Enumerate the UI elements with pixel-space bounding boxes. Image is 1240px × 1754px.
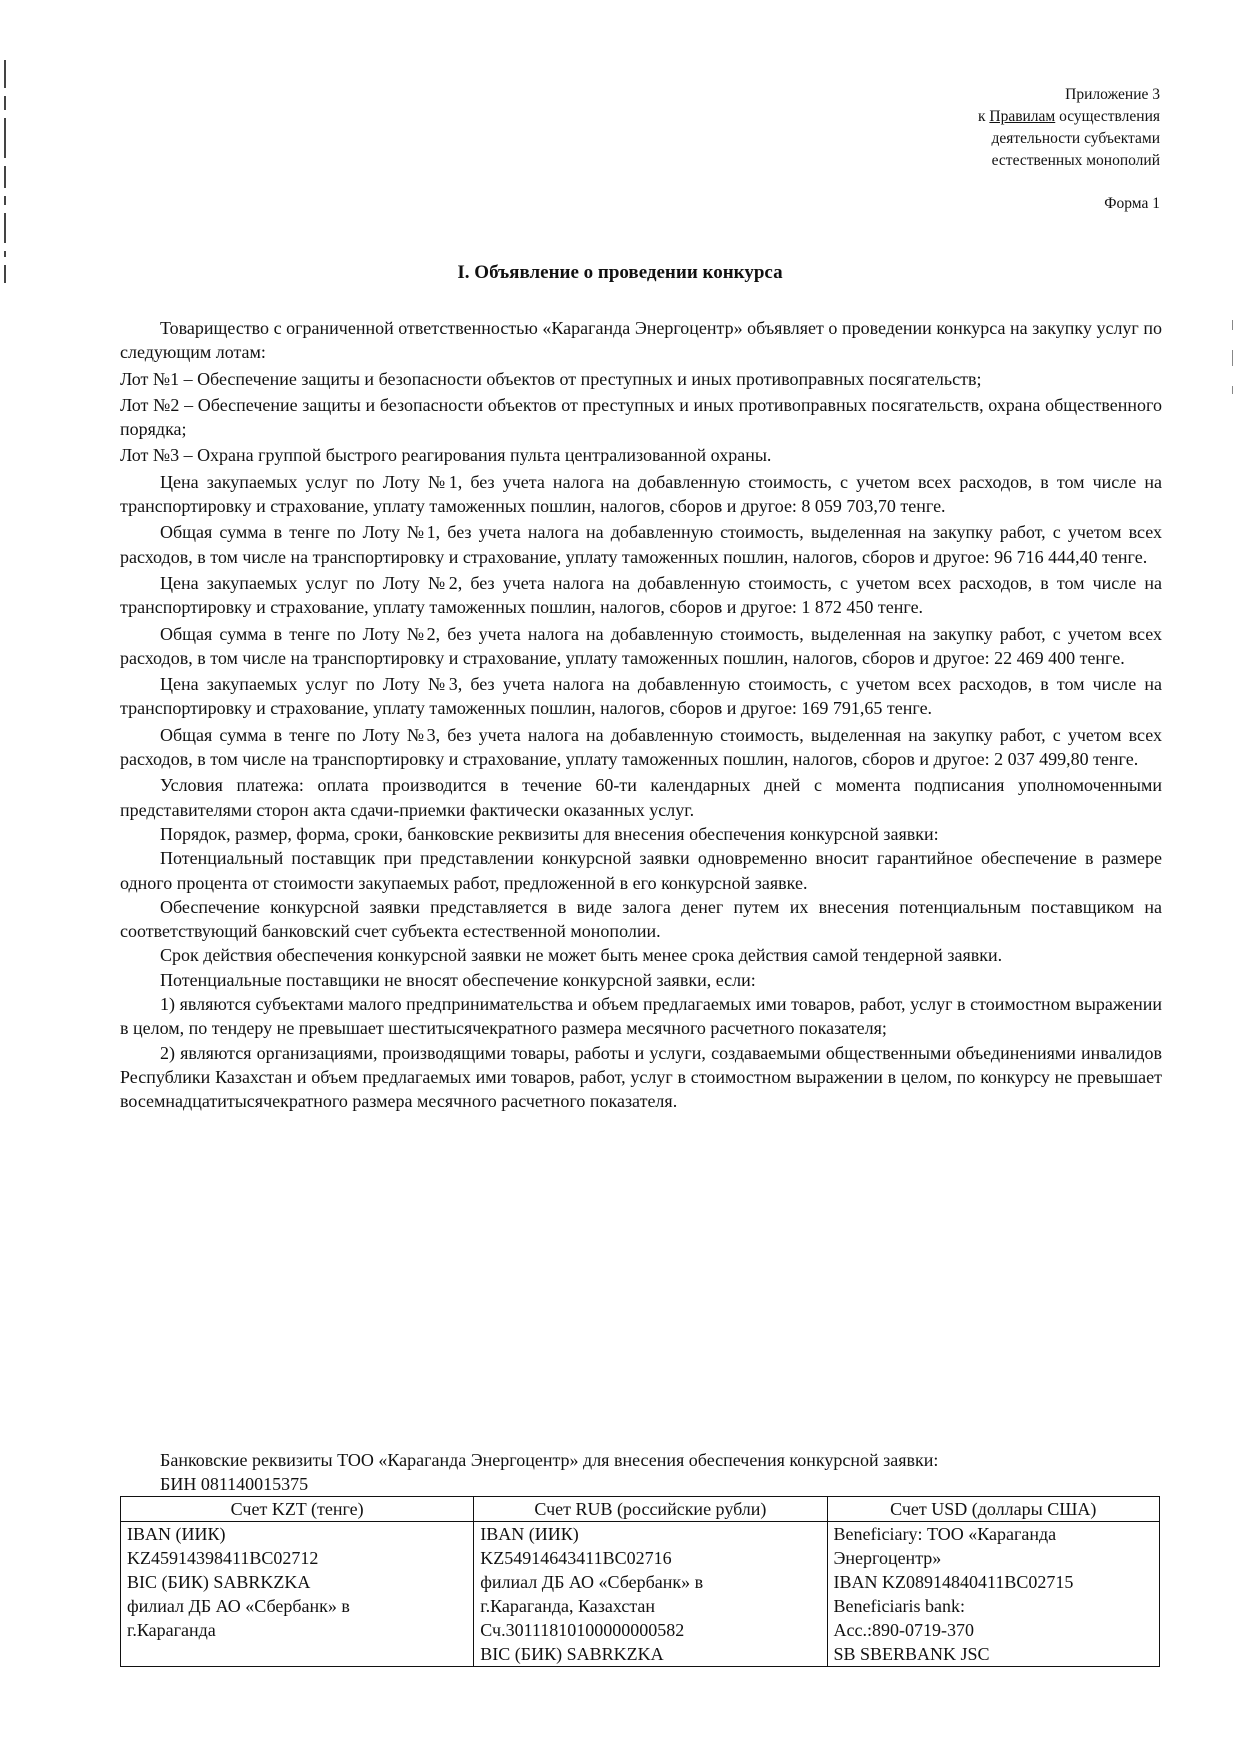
bin-number: БИН 081140015375 (160, 1474, 309, 1494)
form-label: Форма 1 (1104, 195, 1160, 212)
scan-right-marks (1232, 320, 1234, 440)
header-rub: Счет RUB (российские рубли) (474, 1497, 827, 1522)
lot-3-price: Цена закупаемых услуг по Лоту №3, без учета налога на добавленную стоимость, с учетом всех расходов, в том числе на транспортировку и страхование, уплату таможенных пошлин, налогов, сборов и другое: 169 791,65 тенге. (120, 674, 1162, 719)
cell-rub: IBAN (ИИК) KZ54914643411BC02716 филиал ДБ АО «Сбербанк» в г.Караганда, Казахстан Сч.30111810100000000582 BIC (БИК) SABRKZKA (474, 1522, 827, 1667)
security-procedure: Порядок, размер, форма, сроки, банковские реквизиты для внесения обеспечения конкурсной заявки: (160, 823, 939, 844)
bank-accounts-table (120, 1496, 1160, 1667)
table-header-row (121, 1497, 1160, 1522)
appendix-rules-line: к Правилам осуществления (977, 108, 1160, 125)
appendix-header (978, 84, 1160, 172)
bank-details-heading (160, 1448, 938, 1496)
lot-2: Лот №2 – Обеспечение защиты и безопасности объектов от преступных и иных противоправных посягательств, охрана общественного порядка; (120, 394, 1162, 440)
bank-details-title: Банковские реквизиты ТОО «Караганда Энергоцентр» для внесения обеспечения конкурсной заявки: (160, 1450, 939, 1470)
paragraph-intro: Товарищество с ограниченной ответственностью «Караганда Энергоцентр» объявляет о проведении конкурса на закупку услуг по следующим лотам: (120, 318, 1162, 363)
cell-kzt: IBAN (ИИК) KZ45914398411BC02712 BIC (БИК) SABRKZKA филиал ДБ АО «Сбербанк» в г.Караганда (121, 1522, 474, 1667)
header-usd: Счет USD (доллары США) (827, 1497, 1160, 1522)
header-kzt: Счет KZT (тенге) (121, 1497, 474, 1522)
document-title: I. Объявление о проведении конкурса (457, 262, 783, 283)
security-guarantee: Потенциальный поставщик при представлении конкурсной заявки одновременно вносит гарантийное обеспечение в размере одного процента от стоимости закупаемых работ, предложенной в его конкурсной заявке. (120, 848, 1162, 893)
payment-terms: Условия платежа: оплата производится в течение 60-ти календарных дней с момента подписания уполномоченными представителями сторон акта сдачи-приемки фактически оказанных услуг. (120, 775, 1162, 820)
lot-1-price: Цена закупаемых услуг по Лоту №1, без учета налога на добавленную стоимость, с учетом всех расходов, в том числе на транспортировку и страхование, уплату таможенных пошлин, налогов, сборов и другое: 8 059 703,70 тенге. (120, 471, 1162, 517)
appendix-line4: естественных монополий (991, 152, 1160, 169)
appendix-number: Приложение 3 (1065, 86, 1160, 103)
lot-1: Лот №1 – Обеспечение защиты и безопасности объектов от преступных и иных противоправных посягательств; (120, 368, 982, 389)
lot-3-total: Общая сумма в тенге по Лоту №3, без учета налога на добавленную стоимость, выделенная на закупку работ, с учетом всех расходов, в том числе на транспортировку и страхование, уплату таможенных пошлин, налогов, сборов и другое: 2 037 499,80 тенге. (120, 724, 1162, 770)
document-body (120, 316, 1162, 1114)
table-row (121, 1522, 1160, 1667)
appendix-line3: деятельности субъектами (991, 130, 1160, 147)
security-deposit: Обеспечение конкурсной заявки представляется в виде залога денег путем их внесения потенциальным поставщиком на соответствующий банковский счет субъекта естественной монополии. (120, 896, 1162, 942)
exemptions-intro: Потенциальные поставщики не вносят обеспечение конкурсной заявки, если: (160, 969, 756, 990)
rules-link: Правилам (989, 108, 1056, 125)
lot-1-total: Общая сумма в тенге по Лоту №1, без учета налога на добавленную стоимость, выделенная на закупку работ, с учетом всех расходов, в том числе на транспортировку и страхование, уплату таможенных пошлин, налогов, сборов и другое: 96 716 444,40 тенге. (120, 522, 1162, 567)
lot-3: Лот №3 – Охрана группой быстрого реагирования пульта централизованной охраны. (120, 445, 772, 466)
exemption-2: 2) являются организациями, производящими товары, работы и услуги, создаваемыми общественными объединениями инвалидов Республики Казахстан и объем предлагаемых ими товаров, работ, услуг в стоимостном выражении в целом, по конкурсу не превышает восемнадцатитысячекратного размера месячного расчетного показателя. (120, 1042, 1162, 1112)
security-validity: Срок действия обеспечения конкурсной заявки не может быть менее срока действия самой тендерной заявки. (160, 945, 1003, 966)
cell-usd: Beneficiary: ТОО «Караганда Энергоцентр» IBAN KZ08914840411BC02715 Beneficiaris bank: Acc.:890-0719-370 SB SBERBANK JSC (827, 1522, 1160, 1667)
scan-margin-marks (4, 60, 7, 350)
lot-2-price: Цена закупаемых услуг по Лоту №2, без учета налога на добавленную стоимость, с учетом всех расходов, в том числе на транспортировку и страхование, уплату таможенных пошлин, налогов, сборов и другое: 1 872 450 тенге. (120, 572, 1162, 618)
exemption-1: 1) являются субъектами малого предпринимательства и объем предлагаемых ими товаров, работ, услуг в стоимостном выражении в целом, по тендеру не превышает шеститысячекратного размера месячного расчетного показателя; (120, 994, 1162, 1039)
lot-2-total: Общая сумма в тенге по Лоту №2, без учета налога на добавленную стоимость, выделенная на закупку работ, с учетом всех расходов, в том числе на транспортировку и страхование, уплату таможенных пошлин, налогов, сборов и другое: 22 469 400 тенге. (120, 623, 1162, 668)
